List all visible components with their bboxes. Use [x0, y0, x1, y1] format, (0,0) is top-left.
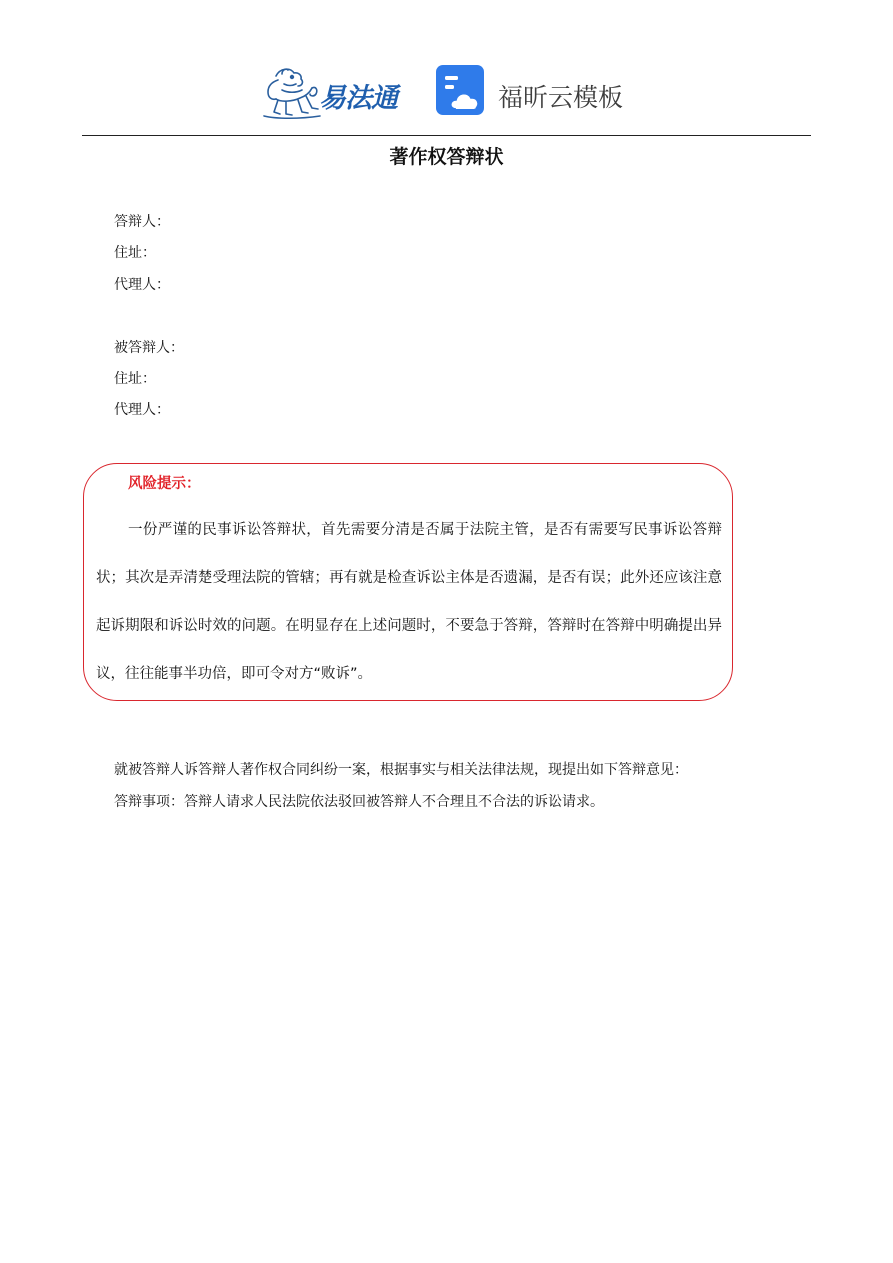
- brand-left-text: 易法通: [319, 83, 397, 114]
- respondent-address-label: 住址：: [114, 245, 156, 261]
- risk-notice-title: 风险提示：: [128, 476, 201, 492]
- appellee-agent-label: 代理人：: [114, 402, 170, 418]
- foxit-cloud-template-logo: [436, 65, 636, 119]
- header-divider: [82, 135, 811, 136]
- respondent-agent-label: 代理人：: [114, 277, 170, 293]
- risk-notice-body: 一份严谨的民事诉讼答辩状，首先需要分清是否属于法院主管，是否有需要写民事诉讼答辩状；其次是弄清楚受理法院的管辖；再有就是检查诉讼主体是否遗漏，是否有误；此外还应该注意起诉期限和诉讼时效的问题。在明显存在上述问题时，不要急于答辩，答辩时在答辩中明确提出异议，往往能事半功倍，即可令对方“败诉”。: [96, 522, 722, 682]
- yifatong-logo: [262, 64, 412, 118]
- risk-notice-box: [83, 463, 733, 701]
- cloud-document-icon: [436, 65, 488, 117]
- respondent-name-label: 答辩人：: [114, 214, 170, 230]
- qilin-logo-icon: [262, 64, 322, 120]
- page-header: [0, 58, 893, 122]
- brand-right-text: 福昕云模板: [498, 83, 624, 112]
- appellee-name-label: 被答辩人：: [114, 340, 184, 356]
- page-title: 著作权答辩状: [389, 146, 504, 168]
- defense-intro-paragraph: 就被答辩人诉答辩人著作权合同纠纷一案，根据事实与相关法律法规，现提出如下答辩意见：: [114, 762, 688, 778]
- appellee-address-label: 住址：: [114, 371, 156, 387]
- defense-matter-paragraph: 答辩事项：答辩人请求人民法院依法驳回被答辩人不合理且不合法的诉讼请求。: [114, 794, 604, 810]
